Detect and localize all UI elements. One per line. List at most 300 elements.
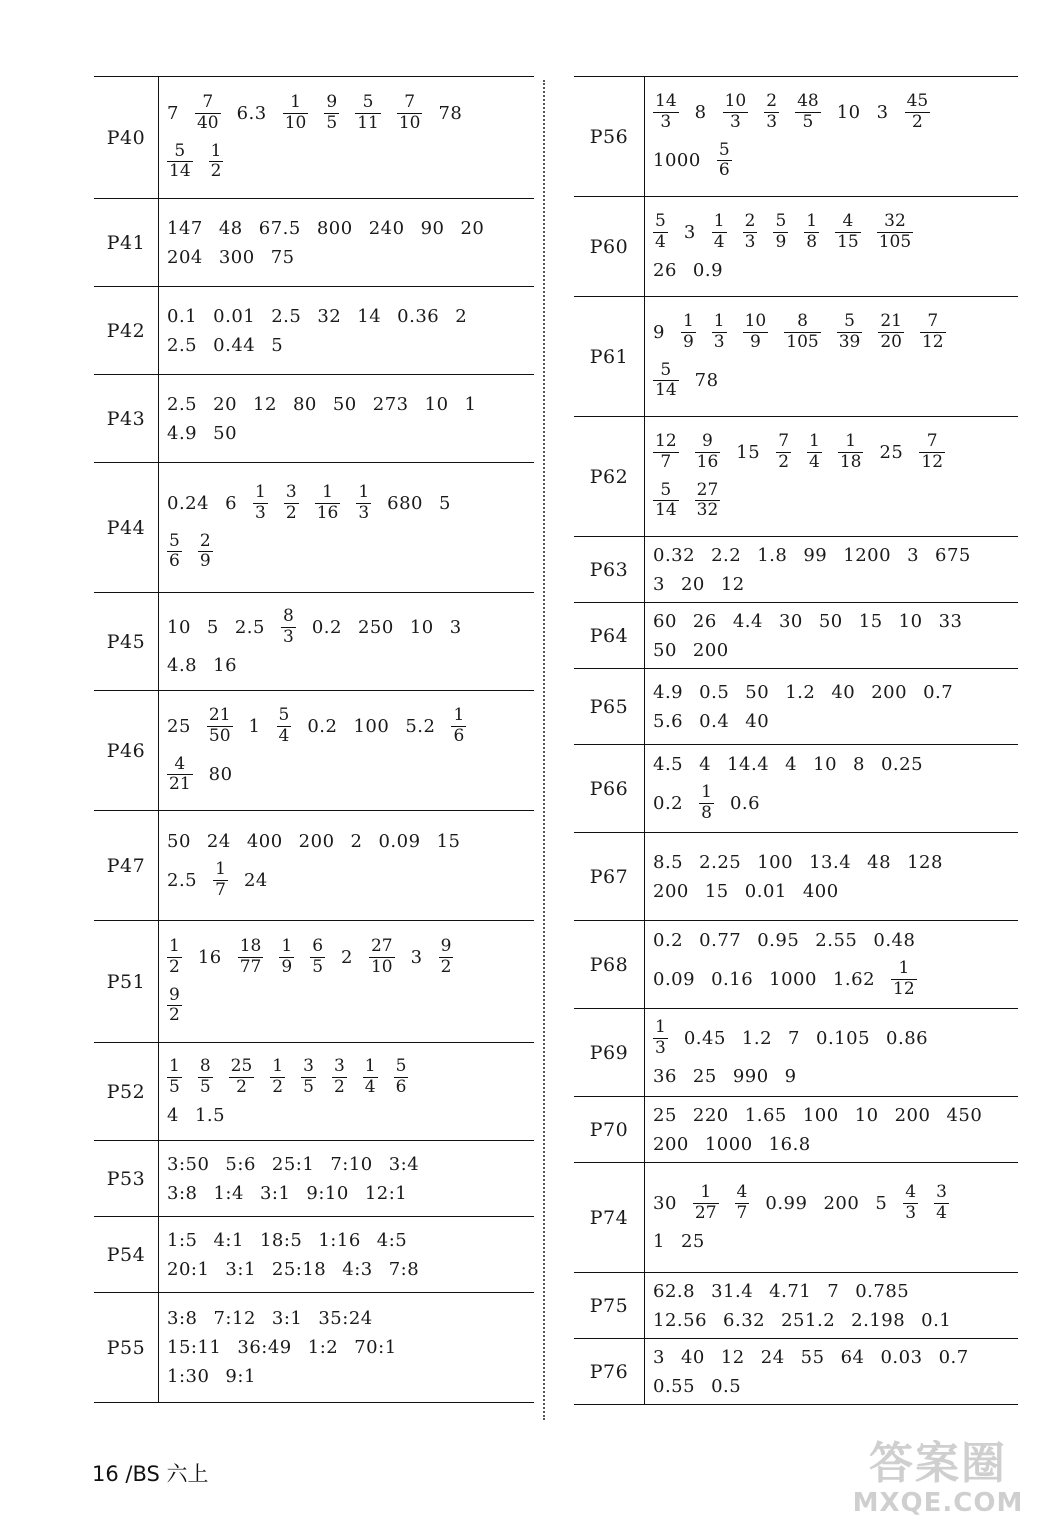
- fraction-denominator: 4: [364, 1076, 376, 1097]
- fraction-numerator: 7: [202, 92, 214, 113]
- fraction-denominator: 10: [398, 112, 421, 133]
- fraction-denominator: 6: [718, 160, 730, 181]
- answer-value: 0.7: [938, 1346, 969, 1368]
- answer-value: 24: [206, 830, 231, 852]
- answer-value: 24: [760, 1346, 785, 1368]
- answer-value: 5:6: [225, 1153, 256, 1175]
- fraction-answer: [281, 607, 296, 647]
- answer-value: 7:8: [388, 1258, 420, 1280]
- fraction-denominator: 2: [440, 956, 452, 977]
- answer-line: [167, 1053, 526, 1101]
- fraction-denominator: 3: [713, 331, 725, 352]
- answer-value: 1.5: [194, 1105, 226, 1127]
- answer-value: 300: [218, 246, 255, 268]
- answer-value: 0.36: [397, 305, 440, 327]
- fraction-answer: [903, 1183, 918, 1223]
- fraction-numerator: 12: [655, 431, 677, 452]
- fraction-denominator: 3: [730, 111, 741, 132]
- watermark-text-bottom: MXQE.COM: [852, 1488, 1024, 1518]
- fraction-answer: [209, 142, 224, 182]
- fraction-numerator: 1: [655, 1016, 666, 1037]
- fraction-numerator: 7: [927, 311, 939, 332]
- answer-row-p56: [574, 77, 1018, 197]
- answer-value: 800: [316, 217, 353, 239]
- answer-value: 3:4: [388, 1153, 420, 1175]
- fraction-answer: [279, 937, 294, 977]
- answer-line: [653, 1014, 1010, 1062]
- answer-value: 1: [248, 715, 261, 737]
- fraction-answer: [369, 937, 395, 977]
- page-number-label: P75: [574, 1273, 645, 1338]
- fraction-denominator: 9: [750, 331, 761, 352]
- answer-line: [167, 827, 526, 856]
- fraction-numerator: 2: [744, 210, 756, 231]
- fraction-answer: [653, 432, 679, 472]
- answer-line: [653, 877, 1010, 906]
- answer-cell: [645, 833, 1018, 920]
- fraction-answer: [795, 92, 821, 132]
- fraction-denominator: 5: [169, 1076, 180, 1097]
- fraction-numerator: 9: [702, 431, 713, 452]
- answer-line: [167, 856, 526, 904]
- fraction-denominator: 9: [682, 331, 694, 352]
- answer-row-p65: [574, 669, 1018, 745]
- answer-value: 32: [317, 305, 342, 327]
- answer-line: [167, 603, 526, 651]
- fraction-denominator: 105: [786, 331, 819, 352]
- answer-value: 25:1: [271, 1153, 315, 1175]
- answer-line: [167, 390, 526, 419]
- page-number-label: P62: [574, 417, 645, 536]
- fraction-denominator: 9: [775, 231, 787, 252]
- answer-value: 1.2: [785, 681, 816, 703]
- fraction-numerator: 1: [700, 1181, 712, 1202]
- fraction-answer: [167, 937, 182, 977]
- fraction-numerator: 8: [199, 1055, 211, 1076]
- fraction-denominator: 4: [278, 725, 290, 746]
- answer-line: [167, 651, 526, 680]
- fraction-numerator: 3: [936, 1181, 947, 1202]
- fraction-denominator: 105: [878, 231, 912, 252]
- fraction-denominator: 7: [736, 1202, 748, 1223]
- fraction-answer: [653, 481, 679, 521]
- fraction-denominator: 14: [655, 380, 677, 401]
- fraction-answer: [363, 1057, 378, 1097]
- answer-value: 0.01: [744, 880, 787, 902]
- fraction-denominator: 11: [357, 112, 379, 133]
- fraction-numerator: 5: [395, 1055, 407, 1076]
- answer-value: 4: [167, 1105, 179, 1127]
- fraction-numerator: 1: [364, 1055, 376, 1076]
- answer-value: 4:1: [213, 1229, 244, 1251]
- answer-row-p55: [94, 1293, 534, 1403]
- answer-value: 1.8: [757, 544, 788, 566]
- answer-value: 2.55: [815, 929, 858, 951]
- answer-cell: [645, 669, 1018, 744]
- fraction-denominator: 21: [169, 774, 191, 795]
- answer-value: 990: [732, 1066, 769, 1088]
- answer-value: 2: [350, 830, 363, 852]
- fraction-numerator: 7: [778, 431, 790, 452]
- answer-value: 36:49: [237, 1337, 292, 1358]
- answer-line: [653, 1277, 1010, 1306]
- answer-line: [167, 214, 526, 243]
- fraction-answer: [310, 937, 325, 977]
- fraction-denominator: 4: [936, 1202, 947, 1223]
- answer-row-p54: [94, 1217, 534, 1293]
- answer-value: 4.5: [653, 753, 684, 775]
- answer-value: 3: [449, 616, 462, 638]
- answer-value: 0.45: [683, 1027, 726, 1049]
- answer-value: 1:16: [318, 1229, 361, 1251]
- fraction-denominator: 14: [169, 161, 191, 182]
- answer-value: 200: [653, 880, 689, 902]
- answer-value: 204: [167, 246, 203, 268]
- answer-value: 0.86: [886, 1027, 929, 1049]
- fraction-answer: [919, 432, 945, 472]
- answer-value: 2.5: [234, 616, 265, 638]
- page-number-label: P68: [574, 921, 645, 1008]
- answer-value: 4:5: [376, 1229, 408, 1251]
- answer-value: 2.5: [167, 393, 198, 415]
- answer-value: 3: [410, 946, 423, 968]
- answer-value: 6.32: [723, 1309, 766, 1331]
- answer-value: 40: [680, 1346, 705, 1368]
- answer-cell: [159, 375, 534, 462]
- fraction-answer: [195, 93, 221, 133]
- page-number-label: P60: [574, 197, 645, 296]
- answer-value: 1.65: [744, 1104, 787, 1126]
- fraction-numerator: 1: [272, 1055, 284, 1076]
- answer-value: 1:30: [167, 1366, 210, 1387]
- answer-value: 1000: [704, 1133, 753, 1155]
- answer-line: [167, 138, 526, 186]
- fraction-answer: [213, 860, 228, 900]
- fraction-denominator: 4: [809, 451, 820, 472]
- fraction-denominator: 2: [778, 451, 790, 472]
- answer-value: 0.48: [873, 929, 916, 951]
- fraction-answer: [804, 212, 819, 252]
- answer-value: 5.6: [653, 710, 684, 732]
- fraction-answer: [198, 1057, 213, 1097]
- answer-value: 0.2: [307, 715, 338, 737]
- answer-value: 12: [720, 573, 745, 595]
- answer-value: 147: [167, 217, 203, 239]
- answer-cell: [645, 1163, 1018, 1272]
- fraction-answer: [270, 1057, 285, 1097]
- answer-row-p76: [574, 1339, 1018, 1405]
- fraction-numerator: 45: [906, 91, 929, 112]
- answer-value: 2.5: [271, 305, 302, 327]
- page-number-label: P42: [94, 287, 159, 374]
- answer-line: [653, 1062, 1010, 1091]
- answer-value: 4: [785, 753, 798, 775]
- answer-line: [653, 137, 1010, 185]
- answer-cell: [645, 603, 1018, 668]
- fraction-numerator: 18: [239, 936, 262, 957]
- answer-cell: [159, 691, 534, 810]
- answer-line: [653, 926, 1010, 955]
- answer-cell: [159, 463, 534, 592]
- answer-value: 1.62: [832, 968, 876, 990]
- answer-row-p66: [574, 745, 1018, 833]
- fraction-answer: [253, 483, 268, 523]
- page-number-label: P65: [574, 669, 645, 744]
- answer-line: [653, 541, 1010, 570]
- answer-value: 30: [653, 1192, 677, 1214]
- fraction-answer: [717, 141, 732, 181]
- fraction-numerator: 8: [797, 311, 808, 332]
- answer-value: 50: [332, 393, 357, 415]
- fraction-numerator: 1: [255, 482, 266, 503]
- fraction-numerator: 14: [655, 91, 677, 112]
- fraction-answer: [167, 1057, 182, 1097]
- answer-value: 99: [803, 544, 828, 566]
- answer-value: 7: [788, 1027, 800, 1049]
- answer-value: 6: [225, 492, 238, 514]
- page-number-label: P70: [574, 1097, 645, 1162]
- fraction-numerator: 32: [884, 210, 906, 231]
- fraction-answer: [877, 212, 913, 252]
- fraction-numerator: 4: [174, 753, 186, 774]
- answer-value: 16: [197, 946, 222, 968]
- answer-value: 0.77: [699, 929, 742, 951]
- fraction-answer: [695, 481, 721, 521]
- fraction-answer: [167, 755, 193, 795]
- answer-value: 5: [206, 616, 219, 638]
- fraction-numerator: 2: [766, 91, 778, 112]
- answer-value: 48: [218, 217, 243, 239]
- page-number-label: P63: [574, 537, 645, 602]
- fraction-denominator: 50: [208, 725, 231, 746]
- answer-value: 15: [436, 830, 461, 852]
- answer-value: 200: [298, 830, 335, 852]
- answer-row-p74: [574, 1163, 1018, 1273]
- fraction-denominator: 4: [713, 231, 725, 252]
- answer-line: [653, 955, 1010, 1003]
- fraction-denominator: 5: [326, 112, 338, 133]
- answer-value: 3:1: [271, 1308, 303, 1329]
- fraction-numerator: 1: [713, 210, 725, 231]
- fraction-denominator: 16: [316, 502, 339, 523]
- answer-value: 0.44: [213, 334, 256, 356]
- answer-value: 3:50: [167, 1153, 210, 1175]
- answer-value: 7:12: [213, 1308, 256, 1329]
- fraction-denominator: 12: [921, 331, 944, 352]
- page-number-label: P76: [574, 1339, 645, 1404]
- fraction-answer: [451, 706, 466, 746]
- answer-line: [167, 1226, 526, 1255]
- answer-line: [167, 479, 526, 527]
- fraction-answer: [743, 312, 769, 352]
- fraction-denominator: 8: [806, 231, 818, 252]
- answer-value: 12:1: [364, 1182, 408, 1204]
- fraction-answer: [837, 312, 863, 352]
- fraction-denominator: 5: [312, 956, 324, 977]
- fraction-answer: [397, 93, 423, 133]
- answer-cell: [645, 1339, 1018, 1404]
- answer-row-p42: [94, 287, 534, 375]
- answer-row-p52: [94, 1043, 534, 1141]
- answer-value: 9:10: [306, 1182, 349, 1204]
- answer-value: 90: [420, 217, 445, 239]
- answer-value: 62.8: [653, 1280, 696, 1302]
- fraction-answer: [891, 959, 917, 999]
- answer-row-p60: [574, 197, 1018, 297]
- fraction-numerator: 1: [898, 957, 910, 978]
- answer-cell: [159, 921, 534, 1042]
- answer-line: [653, 1343, 1010, 1372]
- page-number-label: P67: [574, 833, 645, 920]
- answer-row-p75: [574, 1273, 1018, 1339]
- page-number-label: P61: [574, 297, 645, 416]
- answer-value: 4.9: [653, 681, 684, 703]
- answer-value: 1.2: [741, 1027, 773, 1049]
- answer-line: [167, 243, 526, 272]
- fraction-answer: [198, 532, 213, 572]
- fraction-answer: [207, 706, 233, 746]
- answer-value: 200: [653, 1133, 689, 1155]
- answer-value: 3: [907, 544, 920, 566]
- fraction-answer: [712, 312, 727, 352]
- fraction-answer: [167, 142, 193, 182]
- fraction-numerator: 5: [660, 479, 672, 500]
- answer-value: 0.09: [653, 968, 696, 990]
- fraction-denominator: 32: [696, 500, 719, 521]
- answer-line: [167, 751, 526, 799]
- fraction-answer: [776, 432, 791, 472]
- answer-line: [653, 208, 1010, 256]
- answer-value: 48: [867, 851, 892, 873]
- fraction-answer: [920, 312, 946, 352]
- answer-value: 251.2: [781, 1309, 836, 1331]
- answer-value: 1: [464, 393, 477, 415]
- fraction-denominator: 3: [283, 626, 294, 647]
- answer-value: 25: [653, 1104, 677, 1126]
- answer-value: 10: [813, 753, 838, 775]
- answer-value: 50: [818, 610, 843, 632]
- fraction-numerator: 4: [905, 1181, 917, 1202]
- fraction-denominator: 9: [281, 956, 293, 977]
- answer-line: [167, 702, 526, 750]
- fraction-numerator: 48: [797, 91, 819, 112]
- fraction-denominator: 15: [837, 231, 859, 252]
- fraction-answer: [238, 937, 264, 977]
- fraction-numerator: 27: [370, 936, 393, 957]
- fraction-answer: [356, 483, 371, 523]
- answer-value: 2.5: [167, 869, 198, 891]
- fraction-answer: [835, 212, 861, 252]
- answer-value: 0.1: [167, 305, 198, 327]
- answer-value: 13.4: [809, 851, 852, 873]
- fraction-answer: [773, 212, 788, 252]
- answer-value: 1:4: [213, 1182, 244, 1204]
- answer-value: 55: [800, 1346, 825, 1368]
- answer-value: 20: [213, 393, 238, 415]
- answer-value: 25: [692, 1066, 717, 1088]
- answer-line: [653, 1101, 1010, 1130]
- answer-cell: [645, 297, 1018, 416]
- fraction-denominator: 18: [839, 451, 862, 472]
- fraction-denominator: 3: [766, 111, 778, 132]
- page-number-label: P56: [574, 77, 645, 196]
- answer-value: 9:1: [225, 1366, 256, 1387]
- fraction-denominator: 6: [169, 551, 180, 572]
- answer-value: 20:1: [167, 1258, 210, 1280]
- page-footer: 16 /BS 六上: [92, 1462, 209, 1486]
- answer-value: 0.32: [653, 544, 696, 566]
- answer-value: 7: [827, 1280, 840, 1302]
- answer-value: 0.03: [880, 1346, 923, 1368]
- answer-value: 9: [653, 321, 665, 343]
- column-divider: [543, 80, 545, 1420]
- watermark-logo: [848, 1440, 1028, 1528]
- answer-value: 0.25: [880, 753, 924, 775]
- answer-value: 0.7: [923, 681, 954, 703]
- answer-row-p67: [574, 833, 1018, 921]
- answer-value: 80: [208, 764, 233, 786]
- answer-line: [653, 308, 1010, 356]
- answer-value: 35:24: [318, 1308, 373, 1329]
- answer-cell: [159, 1043, 534, 1140]
- answer-value: 14: [357, 305, 382, 327]
- answer-value: 26: [692, 610, 717, 632]
- fraction-numerator: 5: [169, 530, 180, 551]
- answer-line: [653, 256, 1010, 285]
- fraction-denominator: 2: [210, 161, 222, 182]
- answer-value: 2: [455, 305, 468, 327]
- answer-row-p45: [94, 593, 534, 691]
- fraction-numerator: 5: [655, 210, 666, 231]
- answer-value: 5.2: [405, 715, 436, 737]
- answer-value: 30: [778, 610, 803, 632]
- page-number-label: P40: [94, 77, 159, 198]
- answer-value: 8: [694, 101, 707, 123]
- answer-value: 50: [745, 681, 770, 703]
- answer-row-p61: [574, 297, 1018, 417]
- answer-line: [653, 88, 1010, 136]
- answer-value: 3: [683, 221, 696, 243]
- page-number-label: P43: [94, 375, 159, 462]
- answer-value: 33: [938, 610, 963, 632]
- fraction-numerator: 5: [718, 139, 730, 160]
- fraction-numerator: 1: [701, 781, 712, 802]
- answer-value: 15: [858, 610, 883, 632]
- answer-cell: [645, 921, 1018, 1008]
- answer-row-p44: [94, 463, 534, 593]
- answer-value: 400: [246, 830, 283, 852]
- fraction-numerator: 27: [696, 479, 719, 500]
- answer-value: 10: [898, 610, 923, 632]
- answer-value: 78: [438, 102, 463, 124]
- answer-value: 3:8: [167, 1182, 198, 1204]
- answer-value: 40: [745, 710, 770, 732]
- answer-value: 64: [840, 1346, 865, 1368]
- answer-value: 0.2: [653, 929, 684, 951]
- answer-line: [653, 1227, 1010, 1256]
- fraction-answer: [315, 483, 341, 523]
- answer-value: 240: [368, 217, 405, 239]
- answer-cell: [159, 77, 534, 198]
- answer-line: [167, 1362, 526, 1391]
- fraction-numerator: 10: [744, 311, 767, 332]
- answer-value: 2.25: [699, 851, 742, 873]
- fraction-denominator: 2: [169, 1005, 180, 1026]
- fraction-denominator: 2: [911, 111, 923, 132]
- fraction-numerator: 1: [358, 482, 370, 503]
- answer-value: 0.24: [167, 492, 210, 514]
- page-number-label: P53: [94, 1141, 159, 1216]
